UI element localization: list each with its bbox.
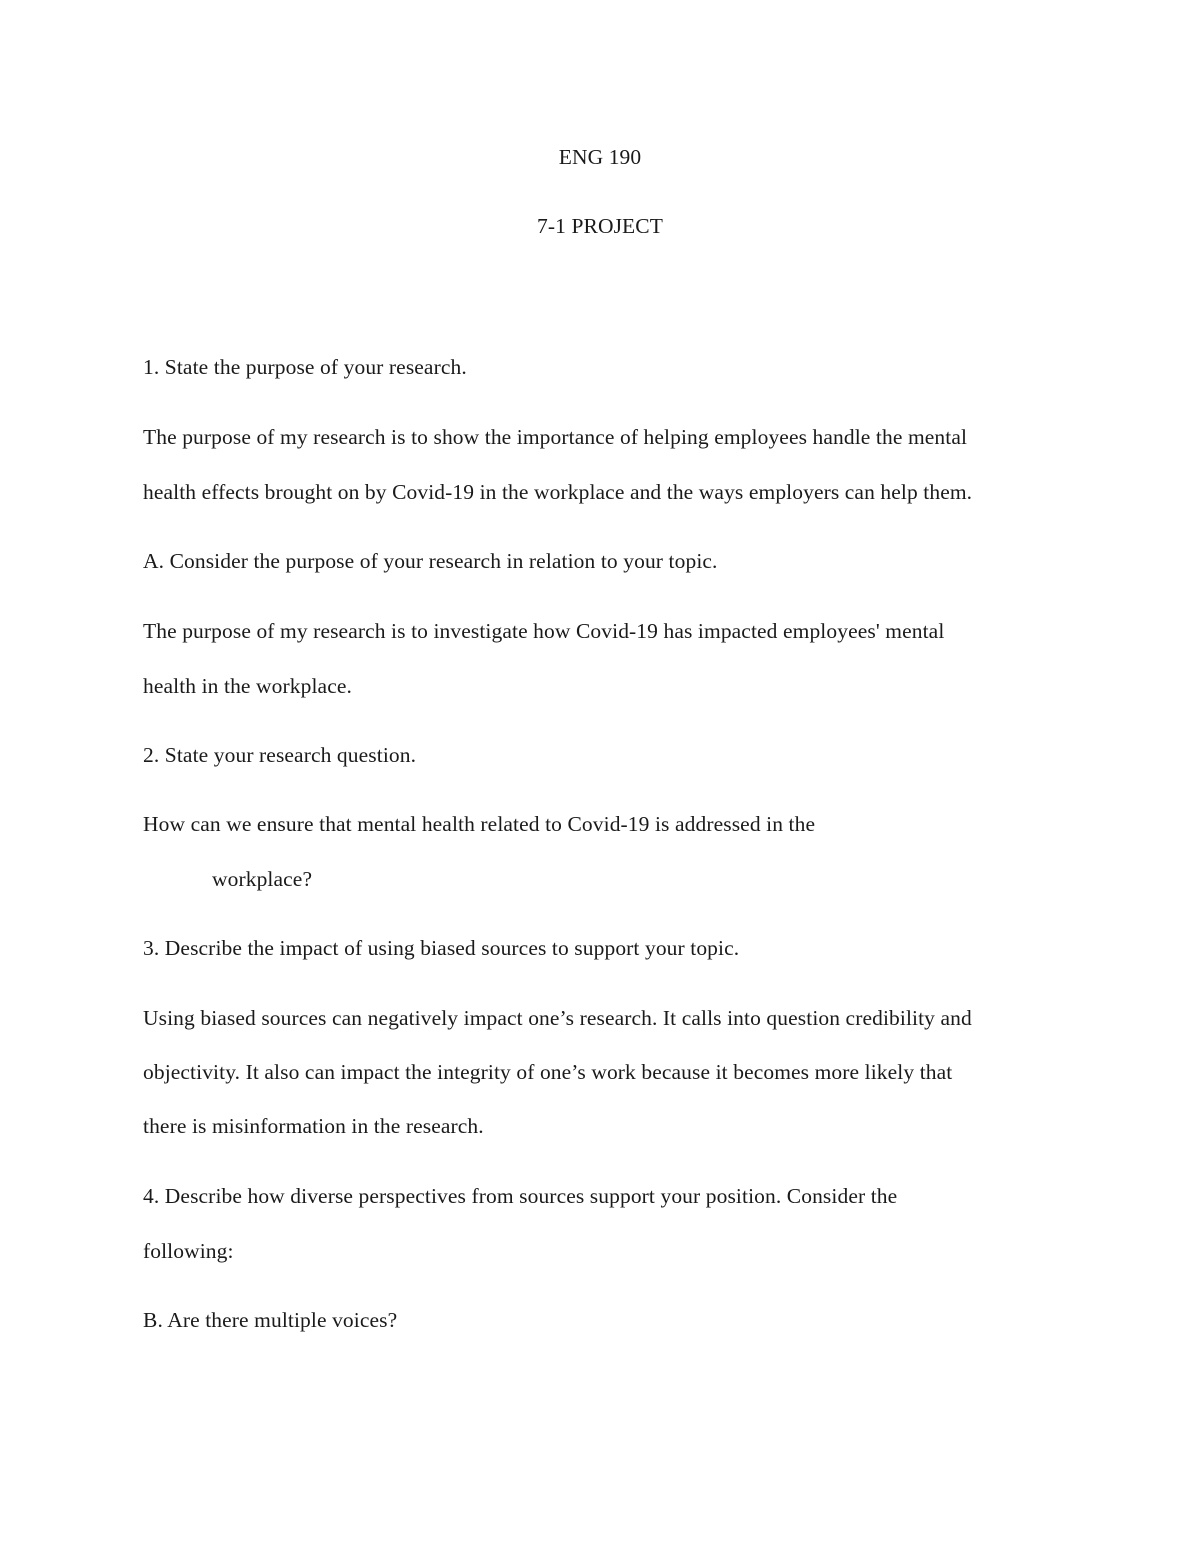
question-4-prompt-line-1: 4. Describe how diverse perspectives from sources support your position. Consider the bbox=[143, 1184, 898, 1208]
question-b-prompt: B. Are there multiple voices? bbox=[143, 1308, 398, 1332]
question-a-answer-line-1: The purpose of my research is to investigate how Covid-19 has impacted employees' mental bbox=[143, 619, 945, 643]
course-heading: ENG 190 bbox=[558, 145, 642, 169]
question-2-answer-line-2: workplace? bbox=[212, 867, 313, 891]
question-a-answer-line-2: health in the workplace. bbox=[143, 674, 352, 698]
question-2-prompt: 2. State your research question. bbox=[143, 743, 417, 767]
question-1-prompt: 1. State the purpose of your research. bbox=[143, 355, 467, 379]
question-1-answer-line-1: The purpose of my research is to show the importance of helping employees handle the mental bbox=[143, 425, 968, 449]
project-heading: 7-1 PROJECT bbox=[537, 214, 663, 238]
question-3-answer-line-1: Using biased sources can negatively impact one’s research. It calls into question credibility and bbox=[143, 1006, 972, 1030]
question-1-answer-line-2: health effects brought on by Covid-19 in the workplace and the ways employers can help them. bbox=[143, 480, 973, 504]
question-3-prompt: 3. Describe the impact of using biased sources to support your topic. bbox=[143, 936, 740, 960]
question-3-answer-line-3: there is misinformation in the research. bbox=[143, 1114, 484, 1138]
question-3-answer-line-2: objectivity. It also can impact the integrity of one’s work because it becomes more likely that bbox=[143, 1060, 953, 1084]
question-2-answer-line-1: How can we ensure that mental health related to Covid-19 is addressed in the bbox=[143, 812, 816, 836]
question-a-prompt: A. Consider the purpose of your research in relation to your topic. bbox=[143, 549, 718, 573]
question-4-prompt-line-2: following: bbox=[143, 1239, 234, 1263]
